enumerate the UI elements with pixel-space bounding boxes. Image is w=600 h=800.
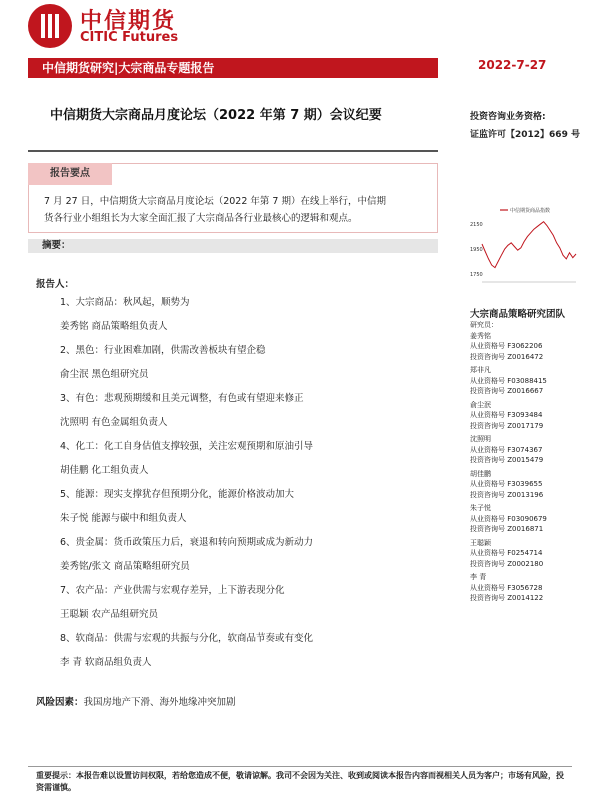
topic-line: 5、能源：现实支撑犹存但预期分化，能源价格波动加大 [60, 489, 295, 500]
citic-logo-icon [28, 4, 72, 48]
report-banner: 中信期货研究|大宗商品专题报告 [28, 58, 438, 78]
person-line: 俞尘泯 黑色组研究员 [60, 369, 149, 380]
team-line: 研究员： [470, 321, 498, 329]
series-line-commodity-index [482, 222, 576, 268]
abstract-label: 摘要： [28, 239, 438, 253]
team-line: 从业资格号 F0254714 [470, 549, 543, 557]
y-tick-label: 1950 [470, 247, 483, 253]
topic-line: 4、化工：化工自身估值支撑较强，关注宏观预期和原油引导 [60, 441, 314, 452]
team-line: 从业资格号 F3056728 [470, 583, 543, 592]
team-line: 投资咨询号 Z0013196 [470, 490, 544, 499]
team-line: 从业资格号 F3074367 [470, 445, 543, 454]
team-line: 投资咨询号 Z0015479 [470, 456, 544, 464]
team-line: 投资咨询号 Z0016472 [470, 352, 544, 361]
person-line: 沈照明 有色金属组负责人 [60, 417, 168, 428]
team-line: 投资咨询号 Z0016871 [470, 525, 544, 533]
qualification-label: 投资咨询业务资格: [470, 112, 546, 122]
key-points-label: 报告要点 [28, 163, 112, 185]
team-line: 从业资格号 F3093484 [470, 411, 543, 419]
team-line: 沈照明 [470, 435, 491, 443]
team-line: 投资咨询号 Z0017179 [470, 421, 544, 430]
disclaimer-text: 重要提示：本报告难以设置访问权限，若给您造成不便，敬请谅解。我司不会因为关注、收到或阅读本报告内容而视相关人员为客户；市场有风险，投资需谨慎。 [36, 771, 564, 792]
person-line: 姜秀铭/张文 商品策略组研究员 [60, 561, 190, 572]
team-line: 投资咨询号 Z0002180 [470, 559, 544, 568]
legend-label: 中信期货商品指数 [510, 208, 551, 214]
qualification-license: 证监许可【2012】669 号 [470, 130, 580, 140]
team-line: 从业资格号 F3039655 [470, 480, 543, 488]
team-line: 投资咨询号 Z0014122 [470, 594, 544, 602]
team-line: 朱子悦 [470, 504, 491, 512]
topic-line: 3、有色：悲观预期缓和且美元调整，有色或有望迎来修正 [60, 393, 304, 404]
topic-line: 2、黑色：行业困难加剧，供需改善板块有望企稳 [60, 345, 266, 356]
logo-english-name: CITIC Futures [80, 30, 179, 45]
team-title: 大宗商品策略研究团队 [470, 309, 566, 320]
y-tick-label: 1750 [470, 271, 483, 278]
risk-label: 风险因素： [36, 697, 84, 708]
qualification-block [470, 108, 580, 144]
team-line: 胡佳鹏 [470, 469, 491, 478]
person-line: 朱子悦 能源与碳中和组负责人 [60, 513, 187, 524]
team-line: 从业资格号 F03090679 [470, 514, 547, 523]
team-line: 姜秀铭 [470, 331, 491, 340]
team-line: 俞尘泯 [470, 400, 491, 409]
team-line: 从业资格号 F3062206 [470, 342, 543, 350]
risk-factors [36, 694, 236, 708]
reporter-label: 报告人： [36, 279, 75, 290]
topic-line: 7、农产品：产业供需与宏观存差异，上下游表现分化 [60, 585, 285, 596]
team-line: 王聪颖 [470, 538, 491, 547]
person-line: 胡佳鹏 化工组负责人 [60, 465, 149, 476]
topic-line: 8、软商品：供需与宏观的共振与分化，软商品节奏或有变化 [60, 633, 314, 644]
key-points-text [44, 193, 430, 227]
chart-svg [470, 200, 580, 290]
team-line: 投资咨询号 Z0016667 [470, 387, 544, 395]
person-line: 姜秀铭 商品策略组负责人 [60, 321, 168, 332]
team-line: 郑非凡 [470, 366, 491, 374]
key-points-line: 7 月 27 日，中信期货大宗商品月度论坛（2022 年第 7 期）在线上举行，中信期 [44, 196, 386, 207]
risk-text: 我国房地产下滑、海外地缘冲突加剧 [83, 697, 236, 708]
title-divider [28, 150, 438, 152]
report-date: 2022-7-27 [478, 58, 547, 72]
team-line: 李 青 [470, 573, 487, 581]
person-line: 李 青 软商品组负责人 [60, 657, 152, 668]
commodity-index-chart [470, 200, 580, 290]
logo-chinese-name: 中信期货 [80, 9, 177, 34]
key-points-line: 货各行业小组组长为大家全面汇报了大宗商品各行业最核心的逻辑和观点。 [44, 213, 358, 224]
footer-divider [28, 766, 572, 767]
team-line: 从业资格号 F03088415 [470, 376, 547, 385]
person-line: 王聪颖 农产品组研究员 [60, 609, 159, 620]
report-title: 中信期货大宗商品月度论坛（2022 年第 7 期）会议纪要 [50, 108, 382, 123]
topic-line: 1、大宗商品：秋风起，顺势为 [60, 297, 190, 308]
y-tick-label: 2150 [470, 222, 483, 229]
topic-line: 6、贵金属：货币政策压力后，衰退和转向预期或成为新动力 [60, 537, 314, 548]
